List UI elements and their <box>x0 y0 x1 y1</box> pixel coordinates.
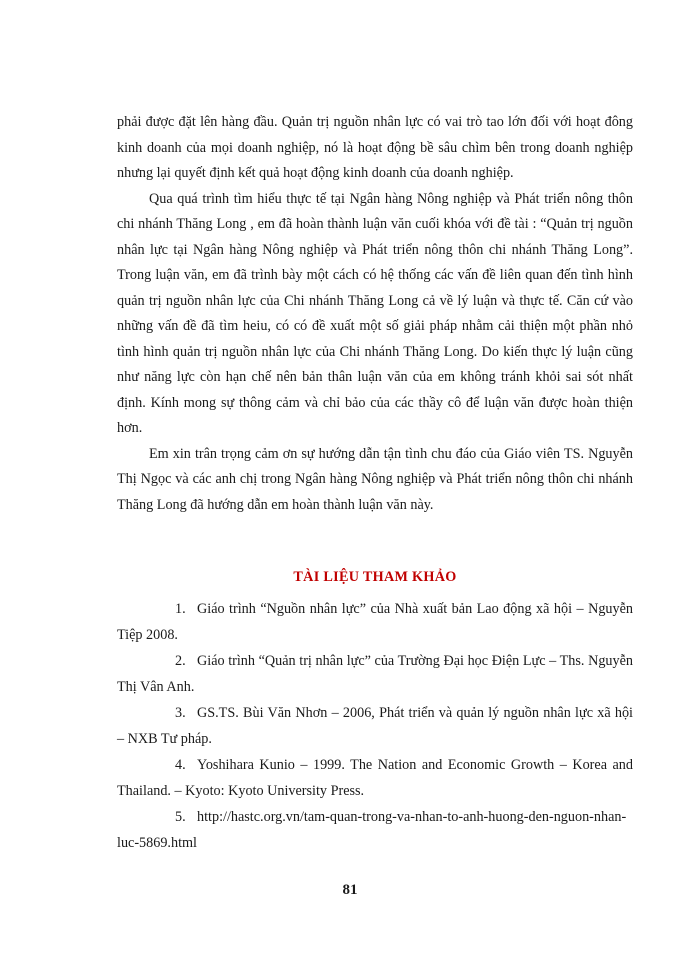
reference-number: 2. <box>175 653 186 669</box>
reference-text: Yoshihara Kunio – 1999. The Nation and Economic Growth – Korea and Thailand. – Kyoto: Kyoto University Press. <box>117 757 633 799</box>
reference-text: GS.TS. Bùi Văn Nhơn – 2006, Phát triển và quản lý nguồn nhân lực xã hội – NXB Tư pháp. <box>117 705 633 747</box>
paragraph-thesis-summary: Qua quá trình tìm hiểu thực tế tại Ngân hàng Nông nghiệp và Phát triển nông thôn chi nhánh Thăng Long , em đã hoàn thành luận văn cuối khóa với đề tài : “Quản trị nguồn nhân lực tại Ngân hàng Nông nghiệp và Phát triển nông thôn chi nhánh Thăng Long”. Trong luận văn, em đã trình bày một cách có hệ thống các vấn đề liên quan đến tình hình quản trị nguồn nhân lực của Chi nhánh Thăng Long cả về lý luận và thực tế. Căn cứ vào những vấn đề đã tìm heiu, có có đề xuất một số giải pháp nhằm cải thiện một phần nhỏ tình hình quản trị nguồn nhân lực của Chi nhánh Thăng Long. Do kiến thực lý luận cũng như năng lực còn hạn chế nên bản thân luận văn của em không tránh khỏi sai sót nhất định. Kính mong sự thông cảm và chỉ bảo của các thầy cô để luận văn được hoàn thiện hơn. <box>117 190 633 436</box>
conclusion-text <box>117 110 633 518</box>
reference-number: 3. <box>175 705 186 721</box>
page-number: 81 <box>342 882 358 898</box>
reference-item <box>117 596 633 648</box>
paragraph-continuation: phải được đặt lên hàng đầu. Quản trị nguồn nhân lực có vai trò tao lớn đối với hoạt đông kinh doanh của mọi doanh nghiệp, nó là hoạt động bề sâu chìm bên trong doanh nghiệp nhưng lại quyết định kết quả hoạt động kinh doanh của doanh nghiệp. <box>117 114 633 181</box>
references-heading: TÀI LIỆU THAM KHẢO <box>293 569 457 585</box>
reference-item <box>117 804 633 856</box>
reference-text: Giáo trình “Nguồn nhân lực” của Nhà xuất bản Lao động xã hội – Nguyễn Tiệp 2008. <box>117 601 633 643</box>
reference-number: 5. <box>175 809 186 825</box>
reference-link[interactable]: http://hastc.org.vn/tam-quan-trong-va-nhan-to-anh-huong-den-nguon-nhan-luc-5869.html <box>117 809 627 851</box>
reference-text: Giáo trình “Quản trị nhân lực” của Trường Đại học Điện Lực – Ths. Nguyễn Thị Vân Anh. <box>117 653 633 695</box>
reference-item <box>117 752 633 804</box>
reference-number: 4. <box>175 757 186 773</box>
references-list <box>117 596 633 856</box>
reference-item <box>117 700 633 752</box>
paragraph-acknowledgement: Em xin trân trọng cảm ơn sự hướng dẫn tận tình chu đáo của Giáo viên TS. Nguyễn Thị Ngọc và các anh chị trong Ngân hàng Nông nghiệp và Phát triển nông thôn chi nhánh Thăng Long đã hướng dẫn em hoàn thành luận văn này. <box>117 445 633 513</box>
reference-item <box>117 648 633 700</box>
reference-number: 1. <box>175 601 186 617</box>
